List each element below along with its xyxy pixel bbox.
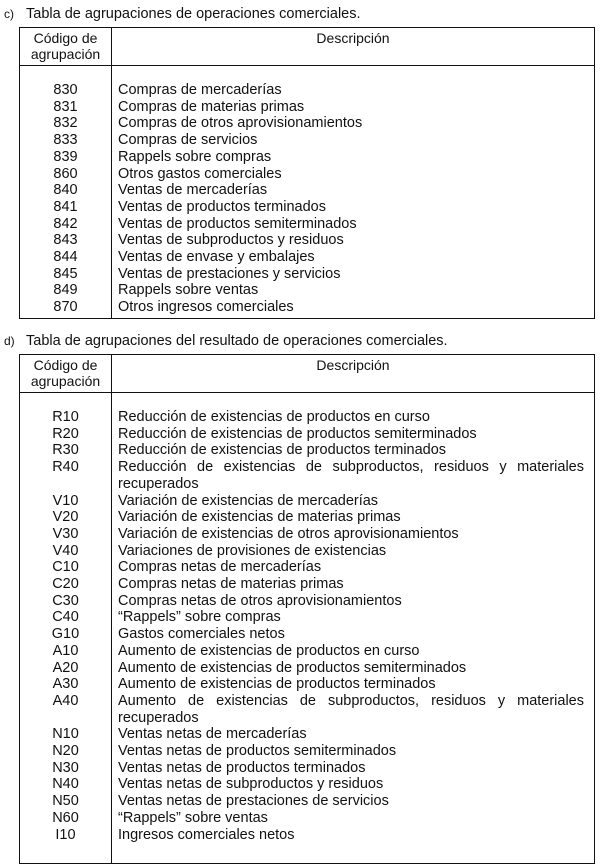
table-c-header	[20, 28, 594, 66]
table-row	[20, 82, 594, 99]
row-code: 842	[53, 215, 78, 232]
row-code: R40	[52, 459, 79, 476]
row-code: 841	[53, 198, 78, 215]
table-d-header-code: Código de agrupación	[30, 357, 101, 389]
row-description: Ventas netas de mercaderías	[118, 726, 307, 743]
row-code: V30	[52, 525, 79, 542]
row-description: Variación de existencias de materias primas	[118, 509, 401, 526]
table-row	[20, 643, 594, 660]
table-row	[20, 543, 594, 560]
row-code: N30	[52, 759, 79, 776]
row-code: A20	[52, 659, 79, 676]
row-description: Ingresos comerciales netos	[118, 826, 295, 843]
table-row	[20, 409, 594, 426]
row-description: Otros ingresos comerciales	[118, 299, 294, 316]
row-code: C10	[52, 559, 79, 576]
table-row	[20, 216, 594, 233]
row-description: Ventas de mercaderías	[118, 182, 268, 199]
row-description: Reducción de existencias de productos en curso	[118, 409, 430, 425]
row-description: Aumento de existencias de productos terminados	[118, 676, 436, 693]
row-code: 845	[53, 265, 78, 282]
section-c-letter: c)	[4, 7, 14, 21]
row-code: A10	[52, 642, 79, 659]
row-code: 833	[53, 132, 78, 149]
row-code: I10	[55, 826, 76, 843]
table-row	[20, 166, 594, 183]
row-description: Ventas netas de subproductos y residuos	[118, 776, 384, 793]
row-description: Otros gastos comerciales	[118, 165, 282, 182]
row-code: 832	[53, 115, 78, 132]
row-description: Reducción de existencias de subproductos, residuos y materiales recuperados	[118, 459, 584, 492]
row-description: Ventas netas de productos terminados	[118, 759, 366, 776]
section-d-title	[4, 333, 448, 349]
row-description: Compras netas de materias primas	[118, 576, 344, 593]
section-d-title-text: Tabla de agrupaciones del resultado de operaciones comerciales.	[26, 333, 448, 349]
table-c	[19, 27, 595, 319]
table-row	[20, 593, 594, 610]
table-row	[20, 493, 594, 510]
table-row	[20, 232, 594, 249]
row-code: N50	[52, 793, 79, 810]
table-row	[20, 509, 594, 526]
row-code: 860	[53, 165, 78, 182]
table-row	[20, 726, 594, 743]
row-code: N20	[52, 743, 79, 760]
row-description: Rappels sobre ventas	[118, 282, 259, 299]
table-row	[20, 626, 594, 643]
section-d-letter: d)	[4, 334, 15, 348]
table-row	[20, 760, 594, 777]
table-row	[20, 149, 594, 166]
row-description: Rappels sobre compras	[118, 148, 272, 165]
table-c-rows	[20, 82, 594, 316]
table-row	[20, 793, 594, 810]
row-description: Variación de existencias de mercaderías	[118, 492, 379, 509]
row-code: V20	[52, 509, 79, 526]
table-d-header	[20, 355, 594, 393]
row-description: Compras de mercaderías	[118, 82, 282, 98]
section-c-title	[4, 6, 361, 22]
row-description: Ventas netas de prestaciones de servicios	[118, 793, 389, 810]
row-description: “Rappels” sobre ventas	[118, 809, 268, 826]
table-row	[20, 182, 594, 199]
row-code: 870	[53, 299, 78, 316]
row-code: G10	[51, 626, 80, 643]
table-row	[20, 99, 594, 116]
table-c-header-description: Descripción	[316, 30, 390, 46]
table-row	[20, 115, 594, 132]
row-description: Ventas de productos semiterminados	[118, 215, 357, 232]
row-description: Reducción de existencias de productos semiterminados	[118, 425, 477, 442]
table-row	[20, 609, 594, 626]
row-code: V10	[52, 492, 79, 509]
table-row	[20, 576, 594, 593]
row-code: 844	[53, 249, 78, 266]
row-code: C30	[52, 592, 79, 609]
table-row	[20, 827, 594, 844]
row-code: 830	[53, 82, 78, 98]
row-code: V40	[52, 542, 79, 559]
row-code: 840	[53, 182, 78, 199]
table-row	[20, 199, 594, 216]
table-row	[20, 266, 594, 283]
table-row	[20, 249, 594, 266]
row-code: N60	[52, 809, 79, 826]
row-description: Aumento de existencias de productos en curso	[118, 642, 420, 659]
table-row	[20, 426, 594, 443]
row-description: Ventas de productos terminados	[118, 198, 326, 215]
table-row	[20, 810, 594, 827]
row-description: Reducción de existencias de productos terminados	[118, 442, 447, 459]
row-description: Compras netas de mercaderías	[118, 559, 322, 576]
row-description: Ventas de subproductos y residuos	[118, 232, 344, 249]
table-row	[20, 676, 594, 693]
table-row	[20, 559, 594, 576]
table-row	[20, 442, 594, 459]
row-code: N10	[52, 726, 79, 743]
row-description: Variación de existencias de otros aprovisionamientos	[118, 525, 459, 542]
row-code: 849	[53, 282, 78, 299]
table-row	[20, 660, 594, 677]
row-code: A40	[52, 692, 79, 709]
table-d-header-description: Descripción	[316, 357, 390, 373]
row-code: 831	[53, 98, 78, 115]
table-d	[19, 354, 595, 864]
table-row	[20, 776, 594, 793]
row-code: C20	[52, 576, 79, 593]
table-row	[20, 693, 594, 726]
row-code: R30	[52, 442, 79, 459]
row-code: A30	[52, 676, 79, 693]
row-description: Compras de servicios	[118, 132, 258, 149]
table-c-header-code: Código de agrupación	[30, 30, 101, 62]
row-code: C40	[52, 609, 79, 626]
table-d-rows	[20, 409, 594, 843]
row-code: R10	[52, 409, 79, 425]
row-description: Aumento de existencias de subproductos, residuos y materiales recuperados	[118, 692, 584, 726]
row-description: Aumento de existencias de productos semiterminados	[118, 659, 467, 676]
row-description: “Rappels” sobre compras	[118, 609, 281, 626]
section-c-title-text: Tabla de agrupaciones de operaciones comerciales.	[26, 6, 361, 22]
table-row	[20, 132, 594, 149]
row-description: Variaciones de provisiones de existencias	[118, 542, 387, 559]
table-row	[20, 526, 594, 543]
row-description: Compras de otros aprovisionamientos	[118, 115, 363, 132]
row-description: Ventas de prestaciones y servicios	[118, 265, 341, 282]
row-description: Ventas netas de productos semiterminados	[118, 743, 397, 760]
row-code: N40	[52, 776, 79, 793]
table-row	[20, 459, 594, 492]
row-description: Compras netas de otros aprovisionamientos	[118, 592, 402, 609]
row-code: 839	[53, 148, 78, 165]
row-code: 843	[53, 232, 78, 249]
row-description: Compras de materias primas	[118, 98, 305, 115]
row-description: Ventas de envase y embalajes	[118, 249, 315, 266]
row-code: R20	[52, 425, 79, 442]
row-description: Gastos comerciales netos	[118, 626, 285, 643]
table-row	[20, 299, 594, 316]
table-row	[20, 743, 594, 760]
table-row	[20, 282, 594, 299]
